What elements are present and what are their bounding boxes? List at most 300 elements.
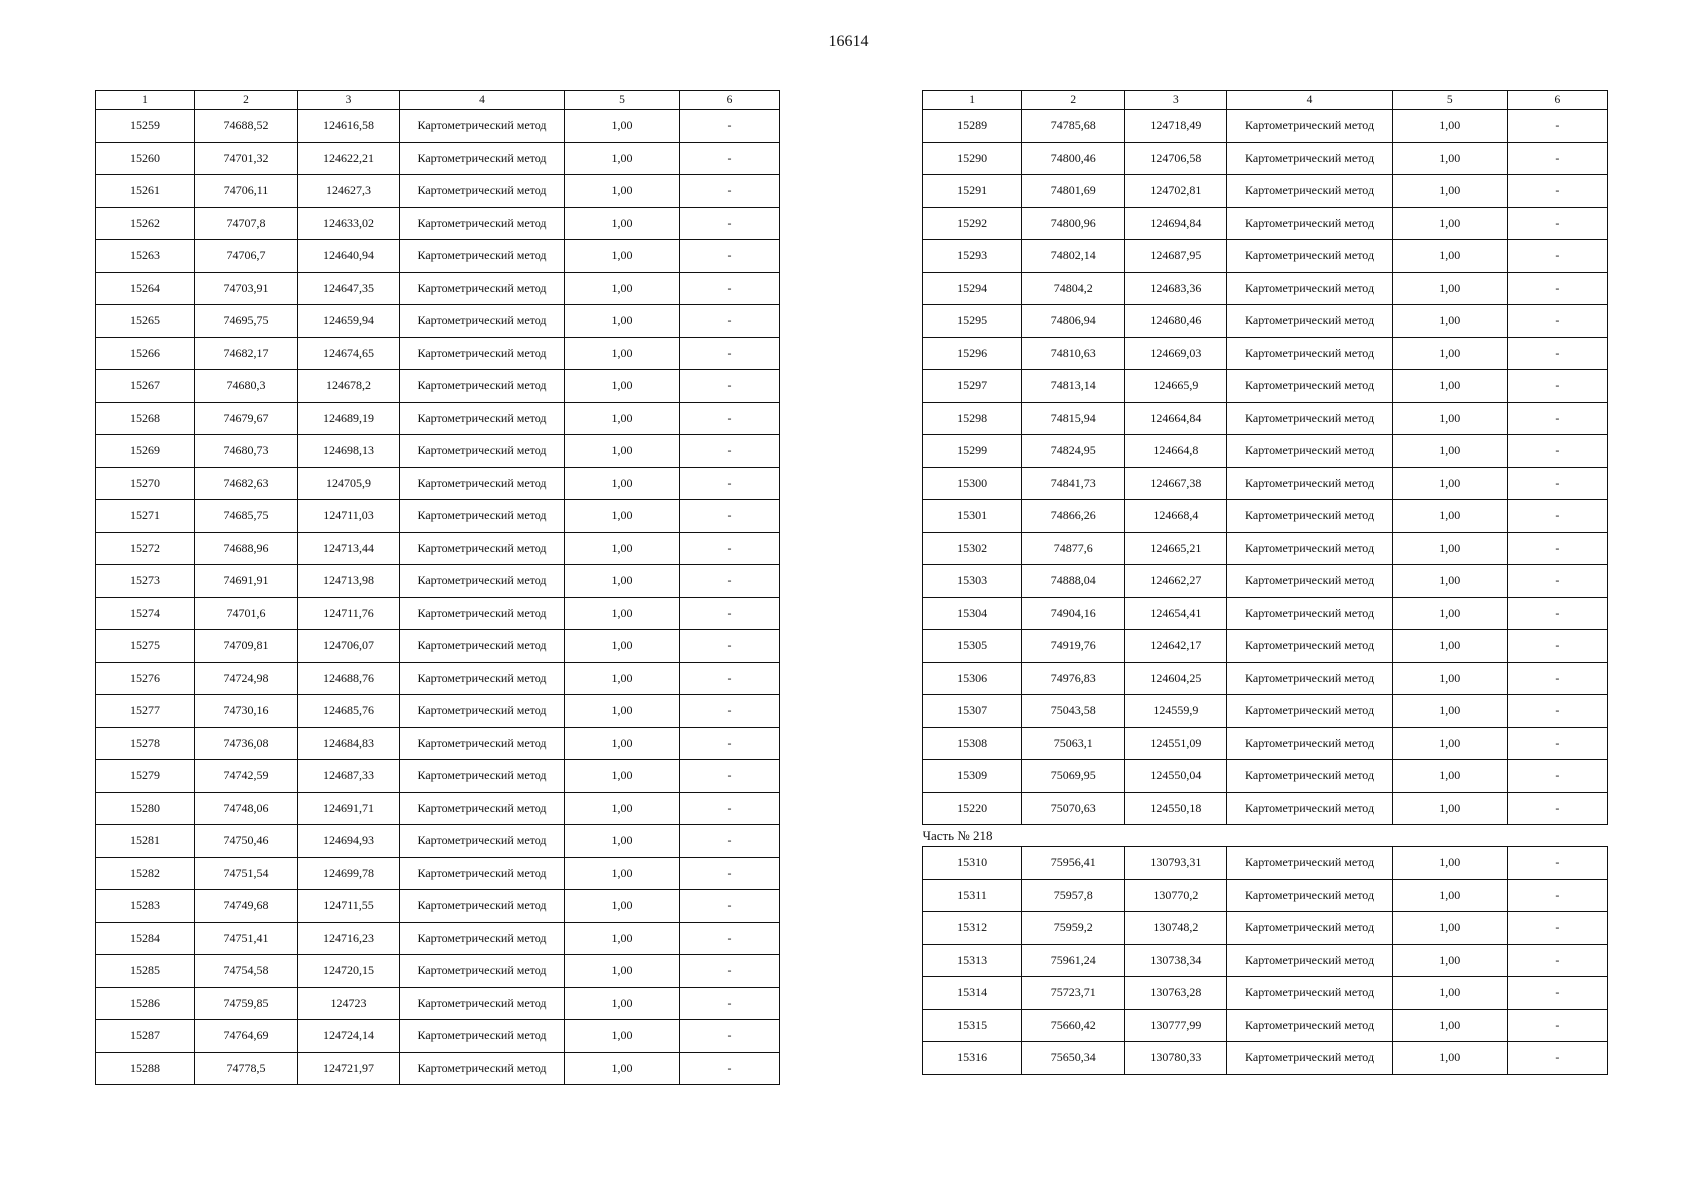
table-cell: Картометрический метод <box>400 597 565 630</box>
table-cell: 74736,08 <box>195 727 298 760</box>
table-cell: 15310 <box>923 847 1022 880</box>
table-cell: 15297 <box>923 370 1022 403</box>
table-cell: 124647,35 <box>298 272 400 305</box>
table-cell: Картометрический метод <box>1227 532 1392 565</box>
table-cell: Картометрический метод <box>1227 944 1392 977</box>
table-cell: - <box>680 825 780 858</box>
table-row <box>923 944 1608 977</box>
table-cell: 124662,27 <box>1125 565 1227 598</box>
table-cell: 124668,4 <box>1125 500 1227 533</box>
table-cell: Картометрический метод <box>1227 142 1392 175</box>
column-header: 6 <box>1507 91 1607 110</box>
table-cell: 1,00 <box>565 825 680 858</box>
table-cell: Картометрический метод <box>1227 695 1392 728</box>
table-cell: - <box>1507 142 1607 175</box>
table-cell: 74888,04 <box>1022 565 1125 598</box>
table-cell: 1,00 <box>1392 662 1507 695</box>
table-cell: - <box>1507 240 1607 273</box>
table-row <box>96 792 780 825</box>
table-cell: Картометрический метод <box>1227 370 1392 403</box>
table-cell: 74764,69 <box>195 1020 298 1053</box>
table-cell: 15282 <box>96 857 195 890</box>
table-cell: 15279 <box>96 760 195 793</box>
table-cell: - <box>1507 565 1607 598</box>
table-row <box>923 847 1608 880</box>
table-cell: 124716,23 <box>298 922 400 955</box>
table-row <box>923 240 1608 273</box>
table-cell: 124689,19 <box>298 402 400 435</box>
table-cell: Картометрический метод <box>1227 912 1392 945</box>
table-cell: - <box>1507 175 1607 208</box>
table-cell: 15266 <box>96 337 195 370</box>
table-cell: Картометрический метод <box>1227 337 1392 370</box>
table-cell: Картометрический метод <box>400 1052 565 1085</box>
table-cell: 75956,41 <box>1022 847 1125 880</box>
table-cell: 124642,17 <box>1125 630 1227 663</box>
table-cell: - <box>680 857 780 890</box>
table-cell: 15298 <box>923 402 1022 435</box>
table-cell: 15303 <box>923 565 1022 598</box>
table-cell: Картометрический метод <box>400 370 565 403</box>
table-cell: 74919,76 <box>1022 630 1125 663</box>
table-cell: 15264 <box>96 272 195 305</box>
section-heading: Часть № 218 <box>923 825 1608 847</box>
table-cell: - <box>680 890 780 923</box>
table-cell: Картометрический метод <box>1227 272 1392 305</box>
table-cell: 1,00 <box>1392 467 1507 500</box>
table-cell: - <box>1507 337 1607 370</box>
table-cell: Картометрический метод <box>400 435 565 468</box>
table-cell: Картометрический метод <box>1227 760 1392 793</box>
table-cell: - <box>680 987 780 1020</box>
section-heading-group <box>923 825 1608 847</box>
table-row <box>96 597 780 630</box>
table-cell: 74904,16 <box>1022 597 1125 630</box>
table-row <box>96 662 780 695</box>
table-header-row <box>923 91 1608 110</box>
table-row <box>923 597 1608 630</box>
table-cell: - <box>1507 207 1607 240</box>
table-cell: 74695,75 <box>195 305 298 338</box>
table-cell: - <box>1507 792 1607 825</box>
table-cell: Картометрический метод <box>400 955 565 988</box>
table-cell: 15270 <box>96 467 195 500</box>
table-cell: 74685,75 <box>195 500 298 533</box>
table-cell: 124665,21 <box>1125 532 1227 565</box>
table-cell: - <box>1507 435 1607 468</box>
table-cell: Картометрический метод <box>1227 435 1392 468</box>
table-row <box>96 630 780 663</box>
table-cell: 1,00 <box>1392 977 1507 1010</box>
table-cell: 74877,6 <box>1022 532 1125 565</box>
table-cell: 15267 <box>96 370 195 403</box>
table-row <box>96 500 780 533</box>
table-cell: Картометрический метод <box>1227 1009 1392 1042</box>
table-cell: 15259 <box>96 110 195 143</box>
table-cell: 1,00 <box>565 597 680 630</box>
table-cell: 1,00 <box>1392 792 1507 825</box>
table-cell: 15285 <box>96 955 195 988</box>
table-row <box>923 110 1608 143</box>
table-cell: Картометрический метод <box>1227 110 1392 143</box>
table-cell: 124721,97 <box>298 1052 400 1085</box>
table-cell: 74815,94 <box>1022 402 1125 435</box>
table-cell: 1,00 <box>1392 944 1507 977</box>
table-row <box>96 922 780 955</box>
table-cell: 1,00 <box>1392 500 1507 533</box>
table-cell: 15301 <box>923 500 1022 533</box>
table-cell: 74800,96 <box>1022 207 1125 240</box>
table-cell: 124705,9 <box>298 467 400 500</box>
table-cell: 1,00 <box>1392 175 1507 208</box>
table-cell: 15262 <box>96 207 195 240</box>
table-cell: 124550,18 <box>1125 792 1227 825</box>
table-cell: - <box>1507 467 1607 500</box>
table-cell: - <box>680 695 780 728</box>
table-cell: Картометрический метод <box>400 695 565 728</box>
table-cell: 15304 <box>923 597 1022 630</box>
table-cell: 124550,04 <box>1125 760 1227 793</box>
table-cell: 74682,63 <box>195 467 298 500</box>
table-row <box>96 532 780 565</box>
table-cell: 75043,58 <box>1022 695 1125 728</box>
table-cell: 74691,91 <box>195 565 298 598</box>
table-cell: 124616,58 <box>298 110 400 143</box>
table-cell: 124669,03 <box>1125 337 1227 370</box>
table-cell: 1,00 <box>565 175 680 208</box>
table-cell: - <box>1507 305 1607 338</box>
table-cell: Картометрический метод <box>400 760 565 793</box>
table-row <box>96 402 780 435</box>
table-cell: Картометрический метод <box>400 110 565 143</box>
table-cell: - <box>680 565 780 598</box>
table-cell: Картометрический метод <box>400 662 565 695</box>
table-cell: 15277 <box>96 695 195 728</box>
table-cell: - <box>1507 912 1607 945</box>
table-cell: 124694,84 <box>1125 207 1227 240</box>
table-cell: Картометрический метод <box>1227 847 1392 880</box>
table-cell: 15294 <box>923 272 1022 305</box>
table-cell: 74709,81 <box>195 630 298 663</box>
table-cell: Картометрический метод <box>1227 977 1392 1010</box>
table-cell: 15288 <box>96 1052 195 1085</box>
table-cell: Картометрический метод <box>1227 727 1392 760</box>
table-cell: Картометрический метод <box>400 500 565 533</box>
table-row <box>96 467 780 500</box>
table-cell: 124627,3 <box>298 175 400 208</box>
table-cell: 130770,2 <box>1125 879 1227 912</box>
table-cell: 15271 <box>96 500 195 533</box>
table-cell: 1,00 <box>1392 695 1507 728</box>
table-cell: 1,00 <box>565 922 680 955</box>
table-row <box>923 272 1608 305</box>
table-cell: 74701,32 <box>195 142 298 175</box>
table-cell: 1,00 <box>565 142 680 175</box>
table-row <box>96 565 780 598</box>
table-cell: 74804,2 <box>1022 272 1125 305</box>
table-cell: 1,00 <box>565 662 680 695</box>
table-cell: - <box>680 337 780 370</box>
table-cell: 74688,52 <box>195 110 298 143</box>
table-cell: 1,00 <box>1392 1042 1507 1075</box>
table-cell: 15307 <box>923 695 1022 728</box>
table-cell: 130748,2 <box>1125 912 1227 945</box>
table-row <box>923 727 1608 760</box>
table-cell: 1,00 <box>565 272 680 305</box>
table-cell: 124711,03 <box>298 500 400 533</box>
table-cell: 1,00 <box>1392 597 1507 630</box>
table-cell: - <box>680 207 780 240</box>
table-cell: Картометрический метод <box>400 467 565 500</box>
table-cell: - <box>680 305 780 338</box>
table-cell: 15287 <box>96 1020 195 1053</box>
table-cell: 124559,9 <box>1125 695 1227 728</box>
table-cell: Картометрический метод <box>1227 305 1392 338</box>
table-cell: 130777,99 <box>1125 1009 1227 1042</box>
table-row <box>923 305 1608 338</box>
table-cell: - <box>680 727 780 760</box>
table-cell: 15261 <box>96 175 195 208</box>
table-cell: 1,00 <box>1392 337 1507 370</box>
table-row <box>96 142 780 175</box>
table-row <box>923 912 1608 945</box>
table-cell: 1,00 <box>1392 879 1507 912</box>
table-cell: 1,00 <box>1392 630 1507 663</box>
column-header: 6 <box>680 91 780 110</box>
table-cell: 1,00 <box>565 727 680 760</box>
table-cell: 124683,36 <box>1125 272 1227 305</box>
table-cell: Картометрический метод <box>400 565 565 598</box>
table-cell: 74706,11 <box>195 175 298 208</box>
table-cell: Картометрический метод <box>400 857 565 890</box>
table-cell: 1,00 <box>565 240 680 273</box>
table-cell: 124633,02 <box>298 207 400 240</box>
table-cell: 1,00 <box>565 630 680 663</box>
table-cell: 74749,68 <box>195 890 298 923</box>
table-cell: - <box>680 240 780 273</box>
column-header: 5 <box>565 91 680 110</box>
table-row <box>96 305 780 338</box>
table-cell: - <box>1507 695 1607 728</box>
table-row <box>923 760 1608 793</box>
table-cell: 15313 <box>923 944 1022 977</box>
table-cell: - <box>680 1020 780 1053</box>
table-cell: 15263 <box>96 240 195 273</box>
column-header: 2 <box>195 91 298 110</box>
table-cell: 74806,94 <box>1022 305 1125 338</box>
table-cell: 1,00 <box>1392 435 1507 468</box>
table-cell: 1,00 <box>1392 532 1507 565</box>
table-cell: Картометрический метод <box>1227 175 1392 208</box>
table-cell: 1,00 <box>565 305 680 338</box>
table-cell: 15269 <box>96 435 195 468</box>
table-cell: 74679,67 <box>195 402 298 435</box>
coordinates-table-right-body <box>923 91 1608 825</box>
table-cell: 1,00 <box>565 857 680 890</box>
column-header: 4 <box>1227 91 1392 110</box>
table-row <box>96 890 780 923</box>
table-cell: - <box>680 662 780 695</box>
table-cell: 1,00 <box>565 207 680 240</box>
table-cell: 1,00 <box>565 110 680 143</box>
table-cell: 1,00 <box>565 987 680 1020</box>
table-cell: Картометрический метод <box>1227 879 1392 912</box>
table-cell: - <box>1507 1042 1607 1075</box>
table-row <box>96 370 780 403</box>
table-row <box>923 175 1608 208</box>
column-header: 3 <box>1125 91 1227 110</box>
table-cell: Картометрический метод <box>400 402 565 435</box>
table-cell: 15293 <box>923 240 1022 273</box>
table-cell: 130780,33 <box>1125 1042 1227 1075</box>
table-cell: 74800,46 <box>1022 142 1125 175</box>
table-cell: 1,00 <box>565 500 680 533</box>
table-cell: Картометрический метод <box>1227 630 1392 663</box>
table-cell: - <box>680 792 780 825</box>
table-cell: 1,00 <box>1392 760 1507 793</box>
table-cell: 74724,98 <box>195 662 298 695</box>
table-cell: - <box>680 760 780 793</box>
table-row <box>923 1009 1608 1042</box>
table-cell: 1,00 <box>565 760 680 793</box>
table-cell: 15291 <box>923 175 1022 208</box>
table-cell: 1,00 <box>1392 305 1507 338</box>
table-cell: 1,00 <box>565 565 680 598</box>
table-cell: 124604,25 <box>1125 662 1227 695</box>
table-cell: 124699,78 <box>298 857 400 890</box>
table-cell: 15315 <box>923 1009 1022 1042</box>
table-cell: - <box>680 370 780 403</box>
table-cell: Картометрический метод <box>1227 402 1392 435</box>
table-cell: - <box>680 532 780 565</box>
table-cell: 1,00 <box>565 792 680 825</box>
column-header: 1 <box>923 91 1022 110</box>
table-cell: 15273 <box>96 565 195 598</box>
table-cell: 75961,24 <box>1022 944 1125 977</box>
table-cell: 124713,98 <box>298 565 400 598</box>
table-row <box>923 565 1608 598</box>
table-cell: 74785,68 <box>1022 110 1125 143</box>
table-cell: 1,00 <box>1392 912 1507 945</box>
table-cell: 15311 <box>923 879 1022 912</box>
table-cell: - <box>680 922 780 955</box>
table-cell: 124687,95 <box>1125 240 1227 273</box>
table-cell: Картометрический метод <box>400 142 565 175</box>
page-number: 16614 <box>828 33 869 50</box>
table-row <box>96 987 780 1020</box>
table-cell: - <box>1507 532 1607 565</box>
table-cell: 74801,69 <box>1022 175 1125 208</box>
table-cell: Картометрический метод <box>1227 1042 1392 1075</box>
column-header: 2 <box>1022 91 1125 110</box>
table-row <box>96 337 780 370</box>
table-cell: 1,00 <box>565 1020 680 1053</box>
table-cell: - <box>1507 879 1607 912</box>
column-header: 1 <box>96 91 195 110</box>
table-cell: 15314 <box>923 977 1022 1010</box>
table-cell: 124640,94 <box>298 240 400 273</box>
table-cell: 1,00 <box>1392 240 1507 273</box>
table-cell: Картометрический метод <box>1227 500 1392 533</box>
table-cell: 15302 <box>923 532 1022 565</box>
table-cell: - <box>680 110 780 143</box>
table-cell: 124680,46 <box>1125 305 1227 338</box>
table-row <box>923 370 1608 403</box>
table-cell: 124711,76 <box>298 597 400 630</box>
coordinates-table-right-section-body <box>923 847 1608 1075</box>
column-header: 3 <box>298 91 400 110</box>
table-cell: 74841,73 <box>1022 467 1125 500</box>
table-cell: 124664,84 <box>1125 402 1227 435</box>
table-cell: 124674,65 <box>298 337 400 370</box>
table-cell: 15292 <box>923 207 1022 240</box>
table-row <box>96 825 780 858</box>
table-cell: 124691,71 <box>298 792 400 825</box>
table-cell: Картометрический метод <box>1227 207 1392 240</box>
table-cell: 1,00 <box>1392 272 1507 305</box>
table-cell: 124659,94 <box>298 305 400 338</box>
table-cell: - <box>1507 760 1607 793</box>
table-cell: 1,00 <box>565 467 680 500</box>
table-cell: 15299 <box>923 435 1022 468</box>
table-cell: - <box>1507 272 1607 305</box>
coordinates-table-left <box>95 90 780 1085</box>
table-cell: 1,00 <box>565 890 680 923</box>
table-cell: - <box>1507 977 1607 1010</box>
table-cell: 124723 <box>298 987 400 1020</box>
table-cell: - <box>1507 370 1607 403</box>
table-cell: - <box>680 500 780 533</box>
table-cell: 74759,85 <box>195 987 298 1020</box>
table-cell: 124678,2 <box>298 370 400 403</box>
table-cell: 75957,8 <box>1022 879 1125 912</box>
table-cell: Картометрический метод <box>400 240 565 273</box>
table-cell: 1,00 <box>1392 847 1507 880</box>
table-cell: 75660,42 <box>1022 1009 1125 1042</box>
table-cell: 15265 <box>96 305 195 338</box>
table-cell: 15276 <box>96 662 195 695</box>
section-heading-row <box>923 825 1608 847</box>
table-cell: Картометрический метод <box>400 825 565 858</box>
table-cell: 75650,34 <box>1022 1042 1125 1075</box>
table-row <box>96 1020 780 1053</box>
table-cell: 75070,63 <box>1022 792 1125 825</box>
table-cell: 124664,8 <box>1125 435 1227 468</box>
table-cell: - <box>1507 662 1607 695</box>
table-cell: Картометрический метод <box>1227 792 1392 825</box>
table-cell: 74703,91 <box>195 272 298 305</box>
table-cell: 1,00 <box>1392 1009 1507 1042</box>
table-cell: 74824,95 <box>1022 435 1125 468</box>
table-row <box>923 695 1608 728</box>
table-cell: 74750,46 <box>195 825 298 858</box>
column-header: 4 <box>400 91 565 110</box>
table-cell: 130793,31 <box>1125 847 1227 880</box>
table-cell: 15274 <box>96 597 195 630</box>
table-cell: - <box>680 630 780 663</box>
table-cell: 74730,16 <box>195 695 298 728</box>
table-cell: 124687,33 <box>298 760 400 793</box>
table-cell: 1,00 <box>1392 142 1507 175</box>
table-row <box>923 792 1608 825</box>
table-cell: 74680,3 <box>195 370 298 403</box>
table-cell: 1,00 <box>565 695 680 728</box>
table-row <box>96 760 780 793</box>
table-cell: 74707,8 <box>195 207 298 240</box>
table-cell: 1,00 <box>565 1052 680 1085</box>
table-row <box>96 1052 780 1085</box>
table-row <box>96 857 780 890</box>
